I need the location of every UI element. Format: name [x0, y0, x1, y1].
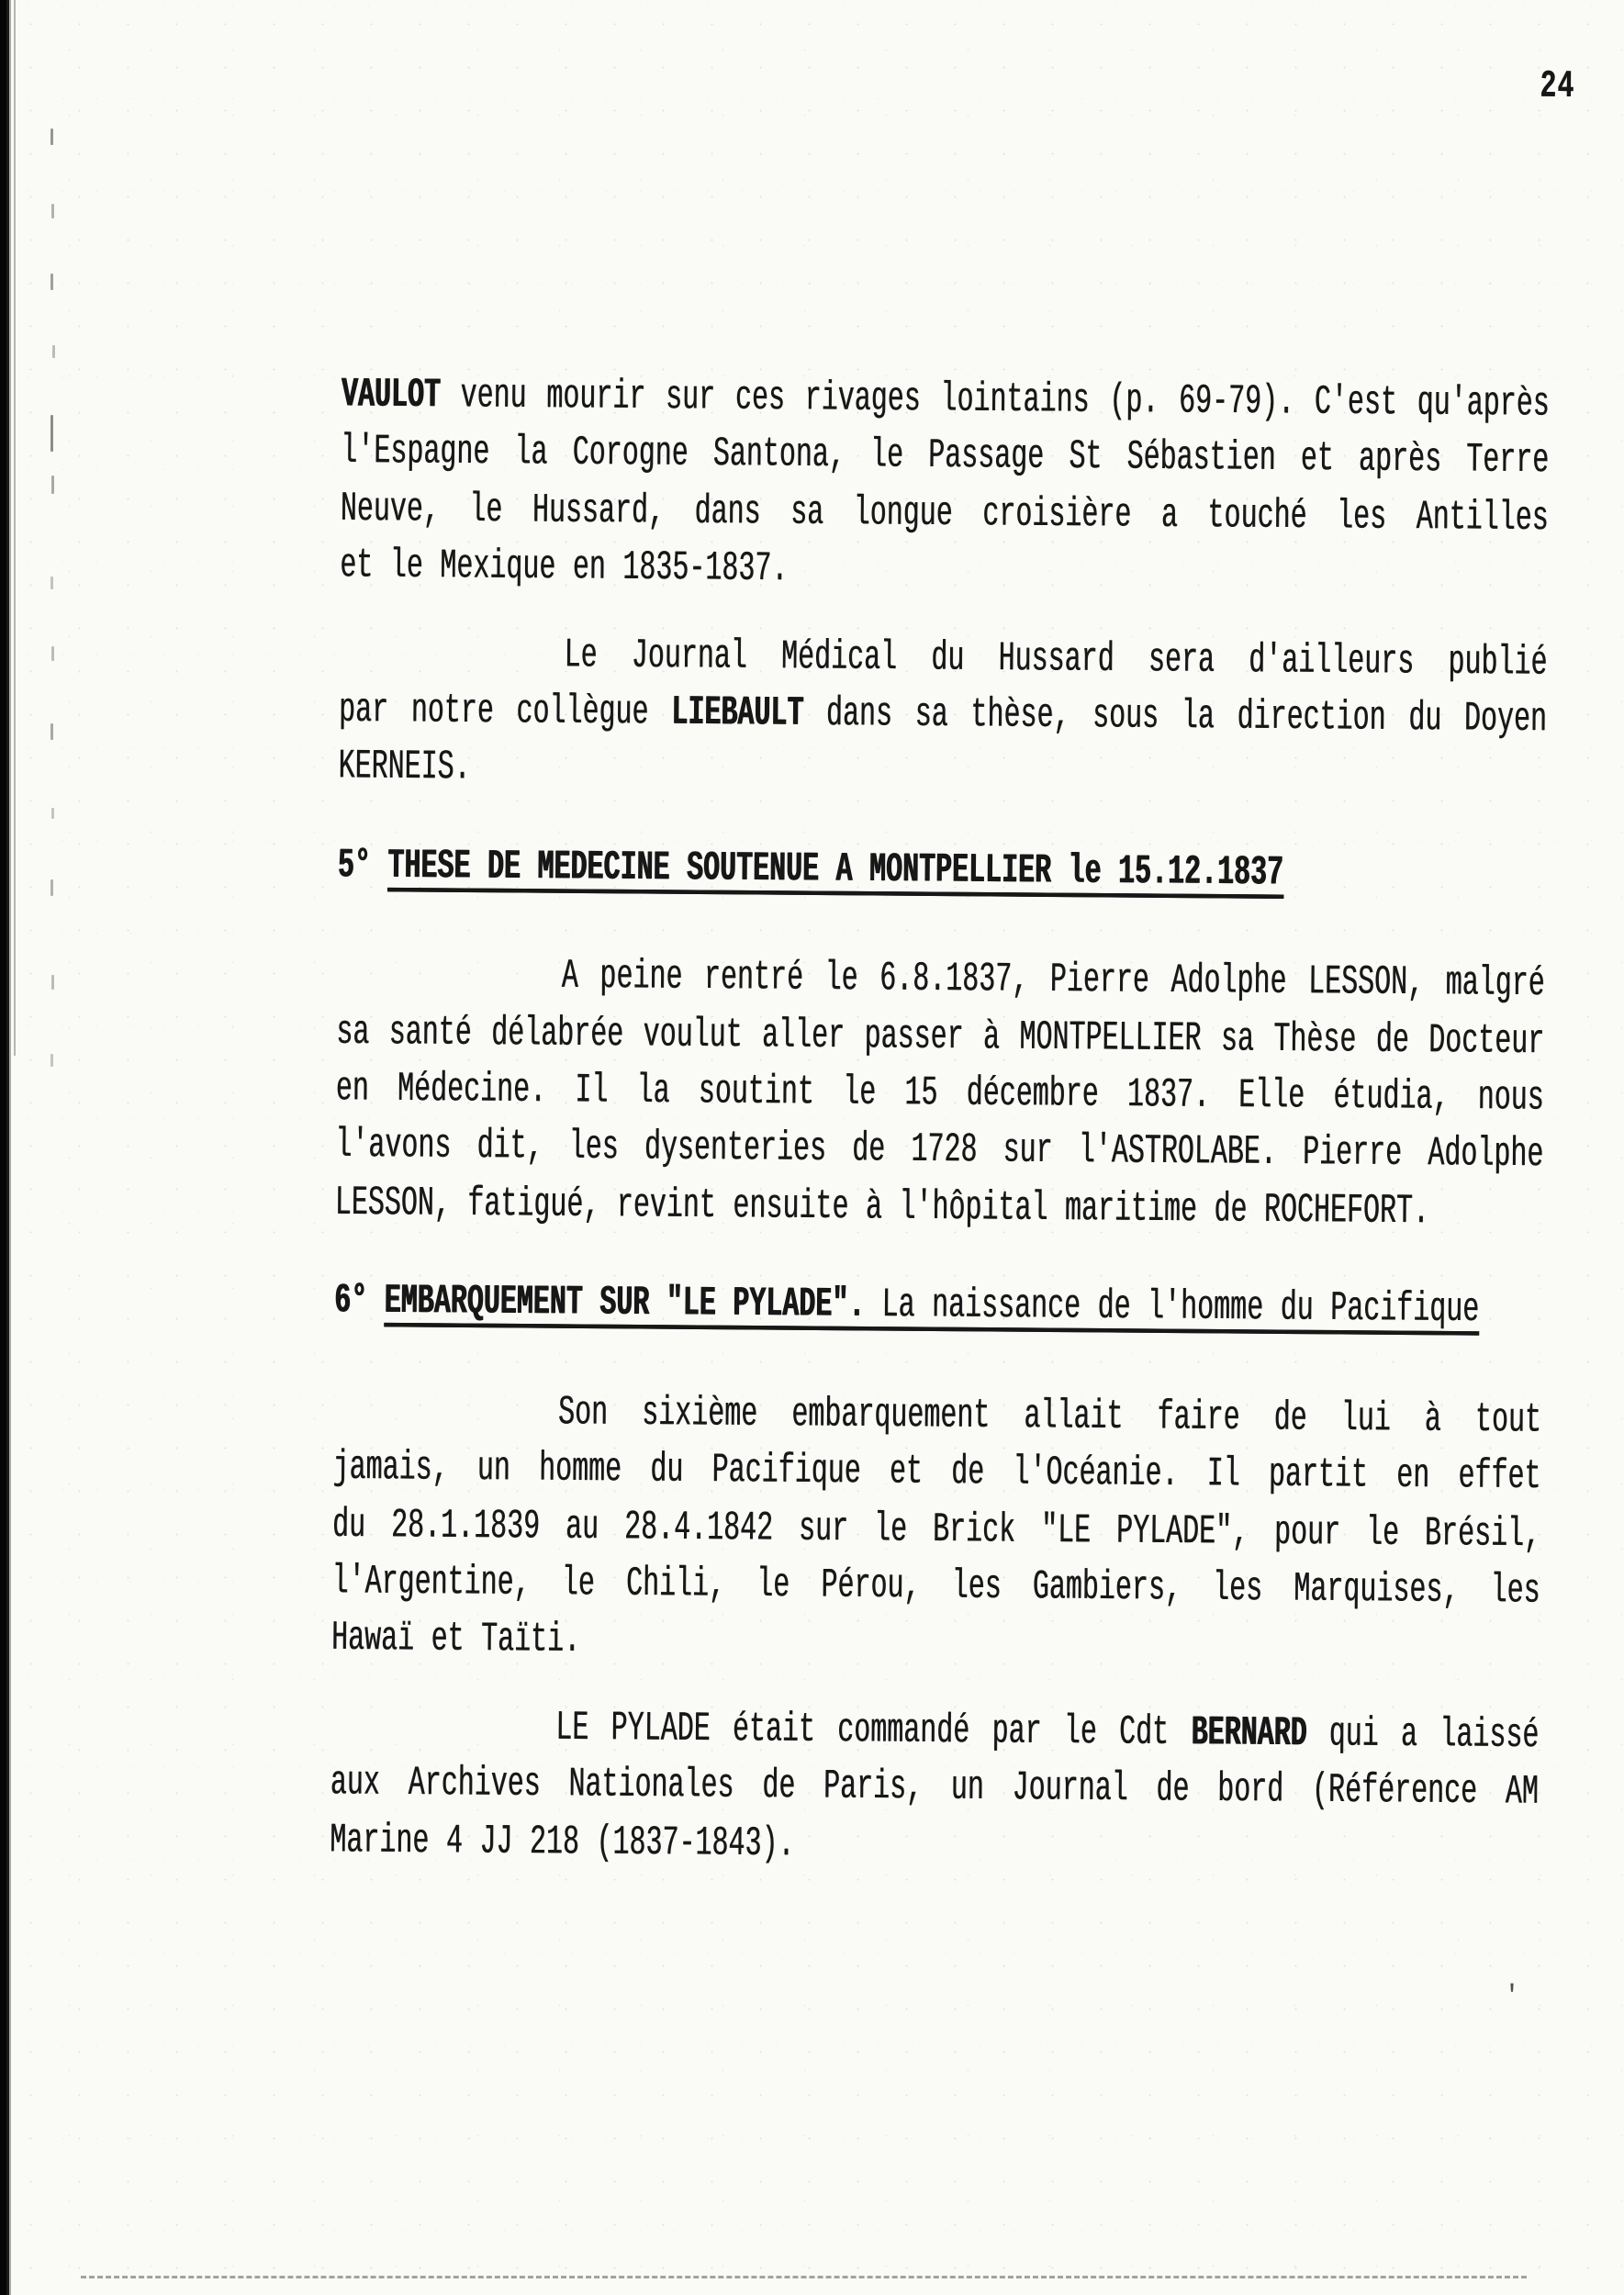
- text-segment: l'Argentine, le Chili, le Pérou, les Gambiers, les Marquises, les: [331, 1559, 1540, 1616]
- text-line: [336, 948, 1544, 1014]
- text-line: [337, 839, 1545, 905]
- text-line: [332, 1441, 1540, 1507]
- text-segment: EMBARQUEMENT SUR "LE PYLADE".: [384, 1279, 866, 1330]
- text-line: [330, 1699, 1539, 1765]
- paragraph: [330, 1699, 1539, 1880]
- text-segment: BERNARD: [1191, 1709, 1307, 1758]
- text-segment: qui a laissé: [1306, 1710, 1540, 1760]
- text-segment: LIEBAULT: [670, 689, 804, 738]
- text-line: [332, 1498, 1540, 1564]
- section-heading: [337, 839, 1545, 905]
- text-line: [338, 741, 1546, 807]
- text-segment: LESSON, fatigué, revint ensuite à l'hôpital maritime de ROCHEFORT.: [334, 1180, 1430, 1237]
- text-line: [334, 1274, 1542, 1340]
- text-line: [339, 626, 1547, 692]
- text-segment: dans sa thèse, sous la direction du Doyen: [802, 690, 1548, 744]
- text-segment: venu mourir sur ces rivages lointains (p. 69-79). C'est qu'après: [440, 373, 1550, 429]
- text-line: [333, 1383, 1541, 1450]
- text-line: [335, 1062, 1543, 1128]
- text-line: [334, 1176, 1542, 1242]
- text-line: [331, 1555, 1540, 1621]
- section-heading: [334, 1274, 1542, 1340]
- scan-bottom-edge-line: [81, 2276, 1527, 2278]
- text-segment: VAULOT: [341, 372, 441, 420]
- text-line: [341, 368, 1549, 434]
- text-line: [335, 1119, 1543, 1185]
- text-segment: Marine 4 JJ 218 (1837-1843).: [330, 1817, 795, 1868]
- text-segment: l'Espagne la Corogne Santona, le Passage St Sébastien et après Terre: [340, 429, 1550, 486]
- text-line: [336, 1005, 1544, 1071]
- text-segment: Son sixième embarquement allait faire de lui à tout: [557, 1389, 1542, 1445]
- text-segment: jamais, un homme du Pacifique et de l'Océanie. Il partit en effet: [332, 1445, 1541, 1502]
- text-segment: et le Mexique en 1835-1837.: [339, 543, 789, 594]
- text-segment: Hawaï et Taïti.: [330, 1616, 581, 1665]
- page-number: 24: [1540, 65, 1575, 110]
- text-segment: Le Journal Médical du Hussard sera d'ailleurs publié: [564, 632, 1548, 688]
- text-segment: 5°: [337, 843, 388, 890]
- text-segment: sa santé délabrée voulut aller passer à MONTPELLIER sa Thèse de Docteur: [335, 1009, 1545, 1066]
- text-segment: KERNEIS.: [338, 744, 471, 793]
- text-segment: l'avons dit, les dysenteries de 1728 sur l'ASTROLABE. Pierre Adolphe: [335, 1123, 1544, 1180]
- text-segment: THESE DE MEDECINE SOUTENUE A MONTPELLIER le 15.12.1837: [386, 843, 1283, 898]
- text-line: [331, 1612, 1540, 1678]
- paragraph: [338, 626, 1547, 807]
- text-segment: LE PYLADE était commandé par le Cdt: [555, 1705, 1192, 1757]
- text-segment: par notre collègue: [338, 687, 672, 737]
- paragraph: [340, 368, 1550, 606]
- text-line: [330, 1756, 1538, 1822]
- document-body: [330, 368, 1550, 1910]
- text-segment: du 28.1.1839 au 28.4.1842 sur le Brick "LE PYLADE", pour le Brésil,: [331, 1502, 1541, 1559]
- text-segment: 6°: [333, 1278, 385, 1327]
- text-segment: La naissance de l'homme du Pacifique: [864, 1282, 1480, 1335]
- scan-artifact-mark: ': [1504, 1981, 1521, 2012]
- text-line: [340, 482, 1548, 548]
- text-segment: en Médecine. Il la soutint le 15 décembre 1837. Elle étudia, nous: [335, 1066, 1544, 1123]
- text-segment: aux Archives Nationales de Paris, un Journal de bord (Référence AM: [330, 1760, 1539, 1817]
- text-line: [341, 425, 1549, 491]
- text-segment: Neuve, le Hussard, dans sa longue croisière a touché les Antilles: [340, 486, 1549, 543]
- text-line: [339, 683, 1547, 749]
- paragraph: [334, 948, 1544, 1243]
- text-segment: A peine rentré le 6.8.1837, Pierre Adolphe LESSON, malgré: [561, 954, 1545, 1009]
- text-line: [330, 1813, 1538, 1879]
- text-line: [340, 539, 1548, 605]
- paragraph: [331, 1383, 1541, 1678]
